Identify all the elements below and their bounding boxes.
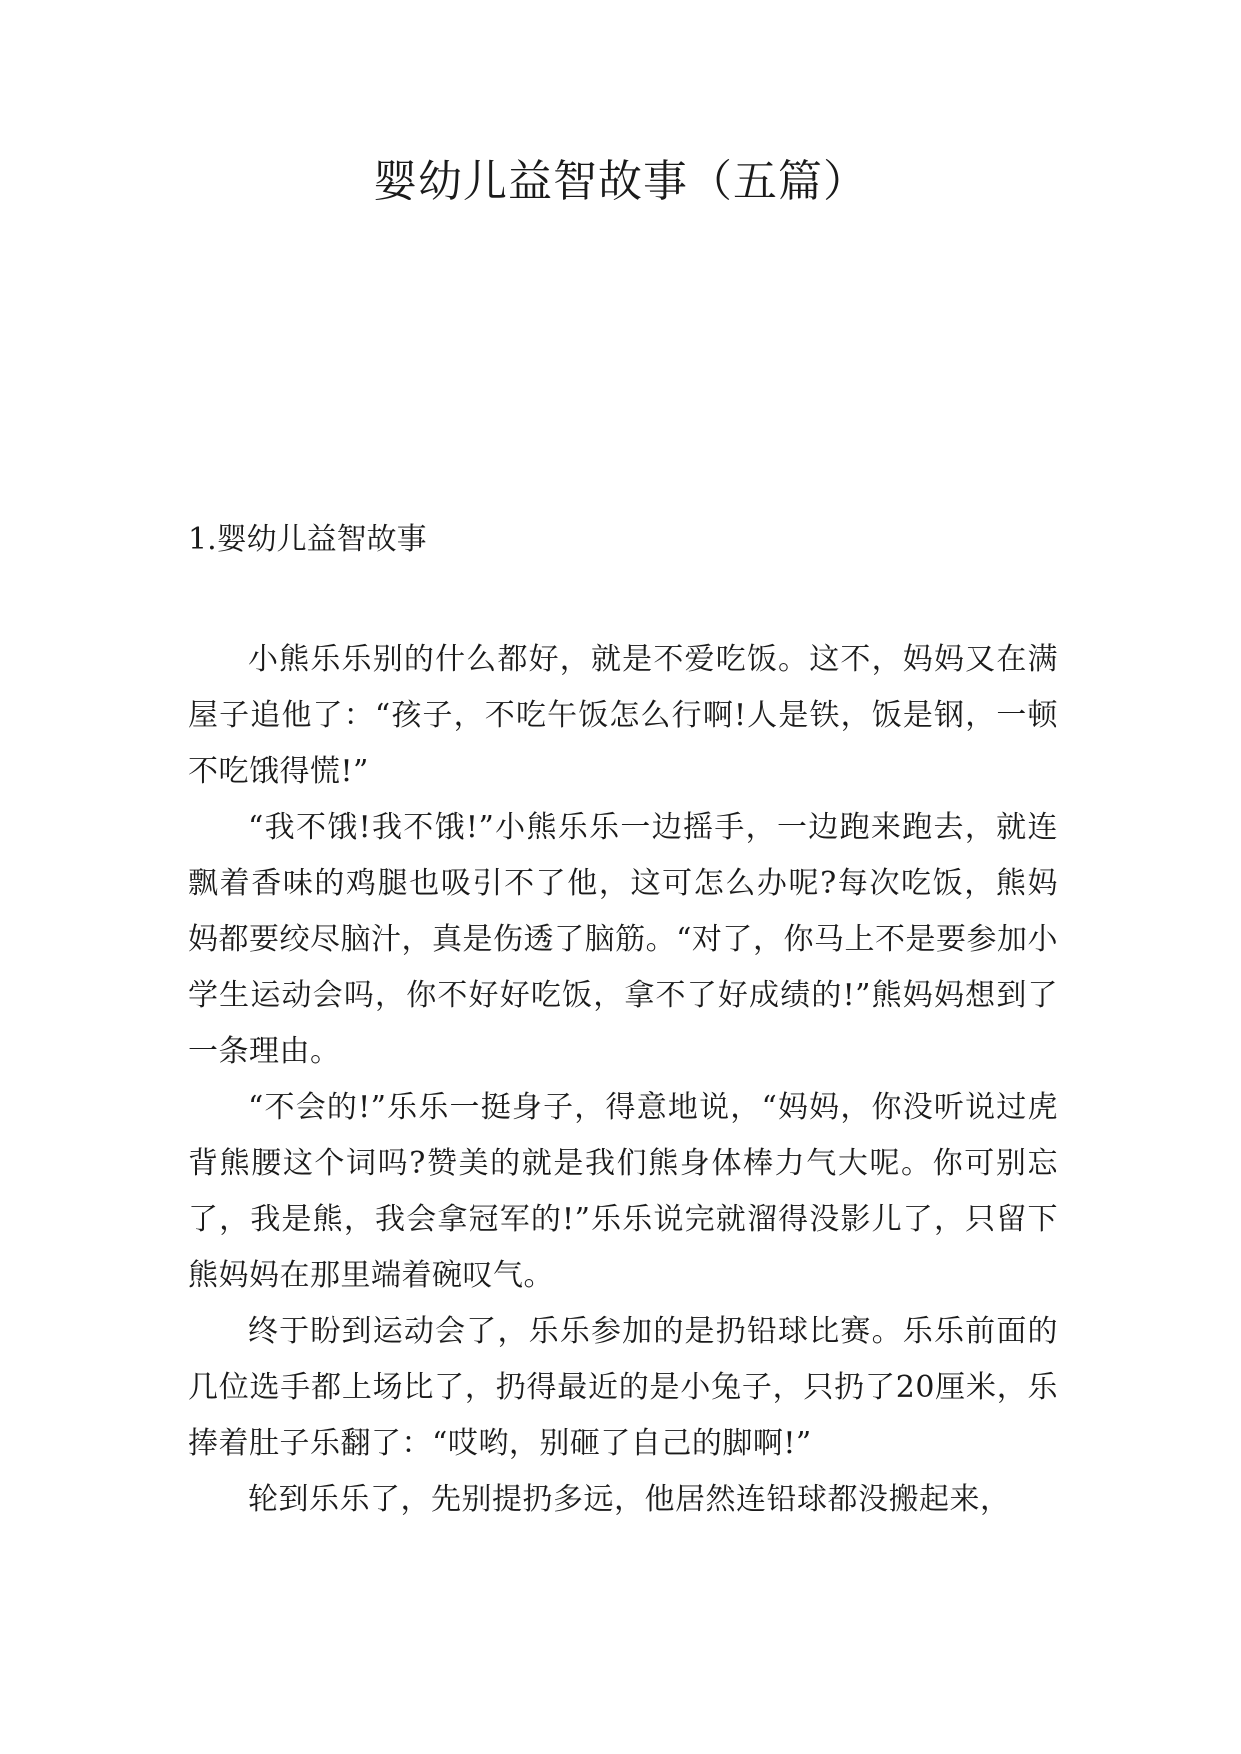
story-paragraph: “不会的!”乐乐一挺身子，得意地说，“妈妈，你没听说过虎背熊腰这个词吗?赞美的就是我们熊身体棒力气大呢。你可别忘了，我是熊，我会拿冠军的!”乐乐说完就溜得没影儿了，只留下熊妈妈在那里端着碗叹气。 xyxy=(188,1090,1058,1293)
story-paragraph: 小熊乐乐别的什么都好，就是不爱吃饭。这不，妈妈又在满屋子追他了：“孩子，不吃午饭怎么行啊!人是铁，饭是钢，一顿不吃饿得慌!” xyxy=(188,642,1058,789)
story-paragraph: 轮到乐乐了，先别提扔多远，他居然连铅球都没搬起来， xyxy=(248,1482,1011,1517)
story-body xyxy=(188,632,1058,1528)
story-paragraph: 终于盼到运动会了，乐乐参加的是扔铅球比赛。乐乐前面的几位选手都上场比了，扔得最近的是小兔子，只扔了20厘米，乐捧着肚子乐翻了：“哎哟，别砸了自己的脚啊!” xyxy=(188,1314,1058,1461)
section-heading: 1.婴幼儿益智故事 xyxy=(188,522,427,557)
document-title: 婴幼儿益智故事（五篇） xyxy=(373,156,868,207)
story-paragraph: “我不饿!我不饿!”小熊乐乐一边摇手，一边跑来跑去，就连飘着香味的鸡腿也吸引不了他，这可怎么办呢?每次吃饭，熊妈妈都要绞尽脑汁，真是伤透了脑筋。“对了，你马上不是要参加小学生运动会吗，你不好好吃饭，拿不了好成绩的!”熊妈妈想到了一条理由。 xyxy=(188,810,1058,1069)
